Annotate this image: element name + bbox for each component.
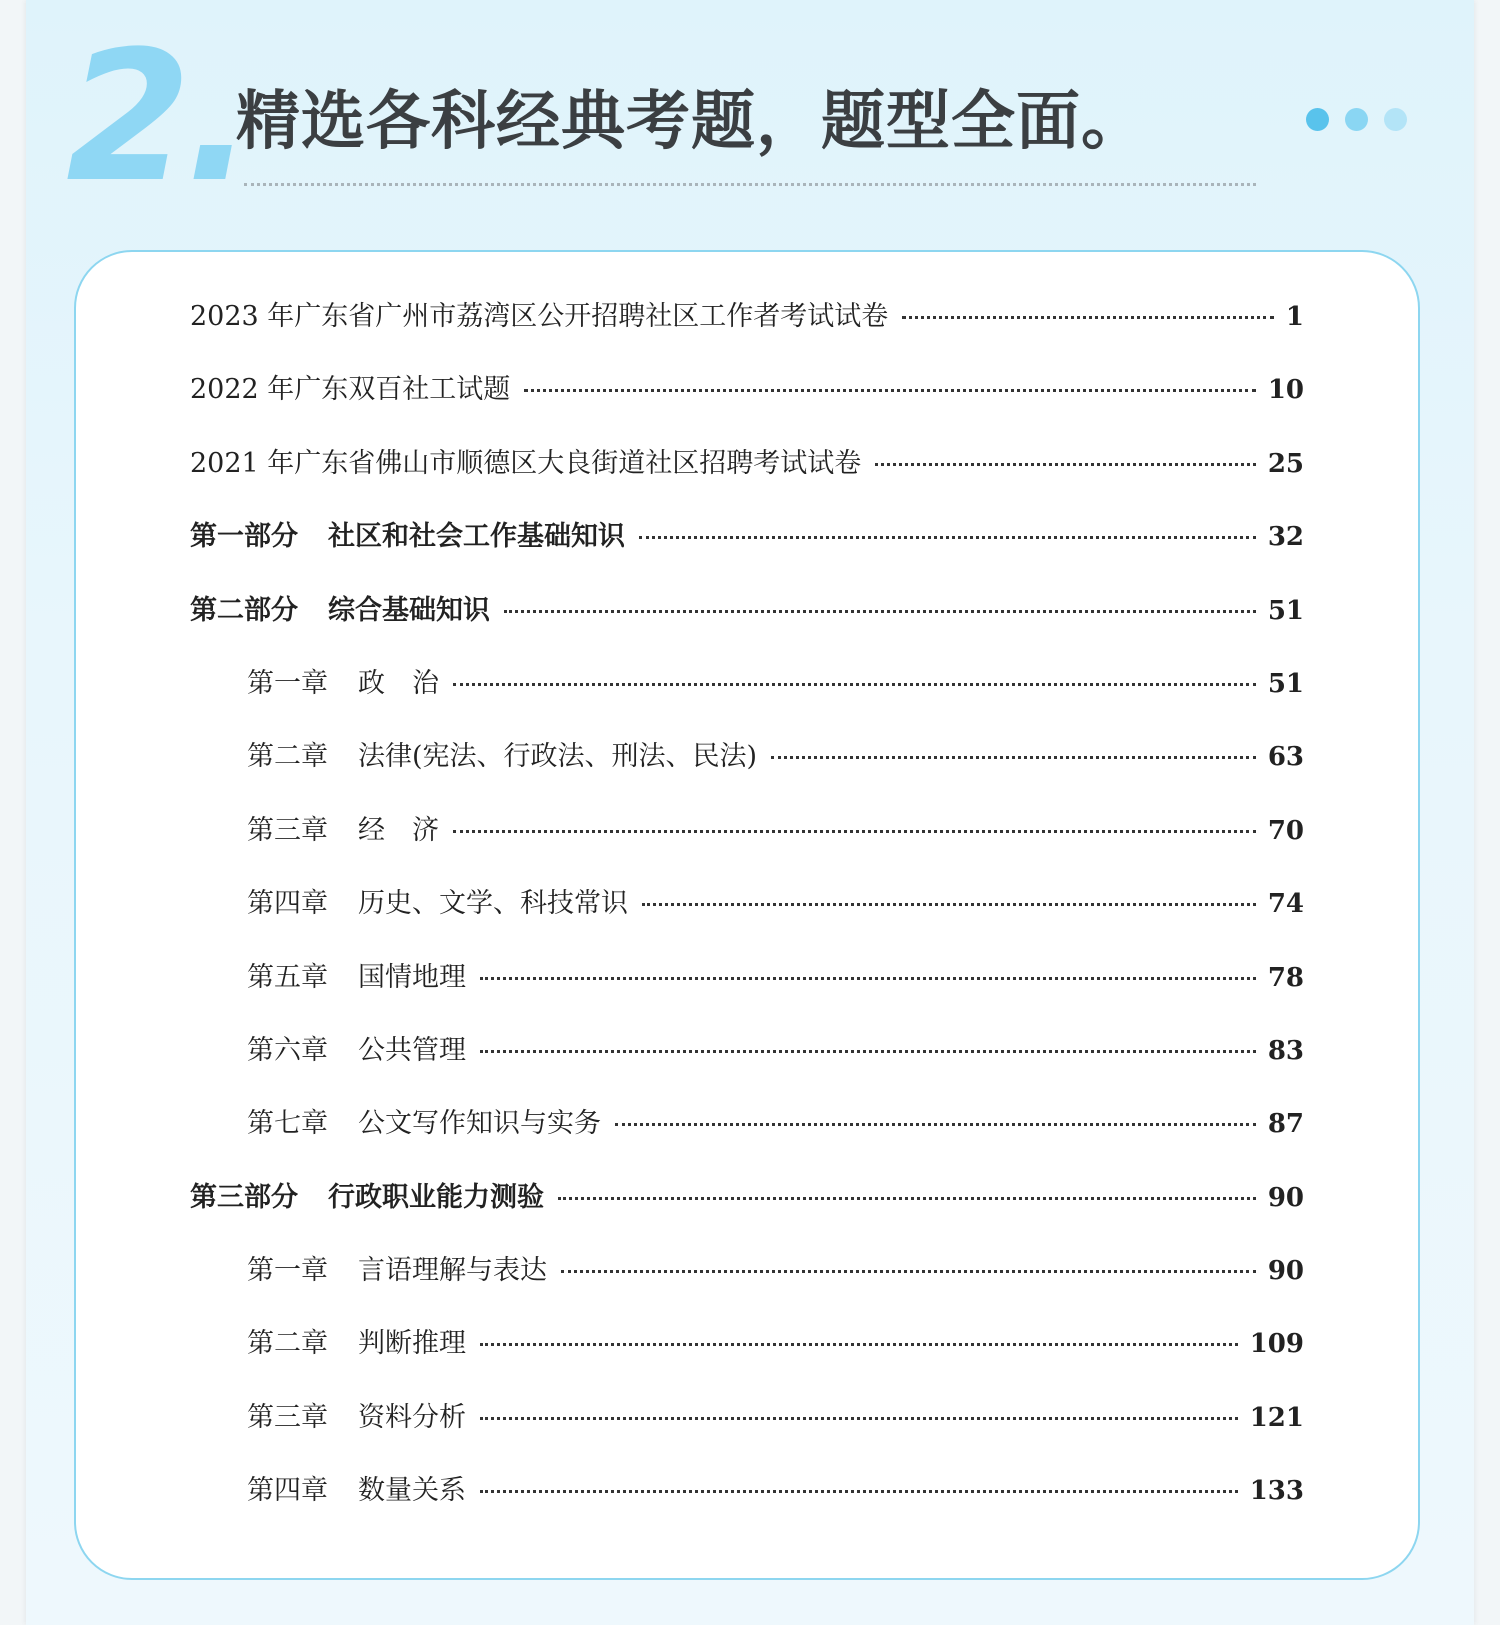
toc-entry-page: 109 bbox=[1249, 1329, 1304, 1360]
toc-chapter-heading bbox=[247, 808, 439, 847]
toc-part-title: 社区和社会工作基础知识 bbox=[328, 521, 625, 553]
toc-chapter-heading bbox=[247, 1248, 547, 1287]
toc-chapter bbox=[190, 734, 1304, 807]
toc-entry-page: 1 bbox=[1285, 302, 1304, 332]
dot-leader bbox=[504, 610, 1256, 613]
toc-chapter-title: 政 治 bbox=[358, 667, 439, 699]
toc-chapter-number: 第三章 bbox=[247, 814, 328, 846]
toc-chapter-number: 第五章 bbox=[247, 961, 328, 993]
toc-chapter bbox=[190, 1321, 1304, 1394]
toc-entry-page: 70 bbox=[1267, 815, 1304, 846]
dot-leader bbox=[480, 1050, 1256, 1053]
toc-entry-page: 90 bbox=[1267, 1256, 1304, 1287]
toc-entry-page: 51 bbox=[1267, 595, 1304, 626]
toc-chapter bbox=[190, 808, 1304, 881]
toc-entry bbox=[190, 441, 1304, 514]
toc-chapter-number: 第四章 bbox=[247, 1475, 328, 1507]
toc-entry-page: 32 bbox=[1267, 522, 1304, 553]
toc-entry-label: 2022 年广东双百社工试题 bbox=[190, 374, 511, 406]
toc-chapter-heading bbox=[247, 1028, 466, 1067]
toc-chapter-number: 第六章 bbox=[247, 1034, 328, 1066]
toc-chapter bbox=[190, 1395, 1304, 1468]
toc-chapter-heading bbox=[247, 1321, 466, 1360]
dot-leader bbox=[480, 1343, 1238, 1346]
table-of-contents bbox=[190, 294, 1304, 1542]
toc-entry-page: 133 bbox=[1249, 1476, 1304, 1507]
toc-chapter-heading bbox=[247, 881, 628, 920]
page-title: 精选各科经典考题，题型全面。 bbox=[236, 85, 1146, 159]
toc-entry-page: 78 bbox=[1267, 962, 1304, 993]
toc-part-heading bbox=[190, 1175, 544, 1214]
toc-chapter bbox=[190, 881, 1304, 954]
toc-chapter-title: 公共管理 bbox=[358, 1034, 466, 1066]
dot-icon bbox=[1384, 108, 1407, 131]
toc-entry-page: 83 bbox=[1267, 1035, 1304, 1066]
toc-entry-page: 121 bbox=[1249, 1402, 1304, 1433]
toc-part-heading bbox=[190, 588, 490, 627]
toc-entry-page: 90 bbox=[1267, 1182, 1304, 1213]
dot-leader bbox=[639, 536, 1256, 539]
toc-chapter-heading bbox=[247, 734, 757, 773]
dot-leader bbox=[875, 463, 1256, 466]
toc-chapter-title: 公文写作知识与实务 bbox=[358, 1108, 601, 1140]
toc-part-title: 综合基础知识 bbox=[328, 594, 490, 626]
toc-entry-page: 74 bbox=[1267, 889, 1304, 920]
toc-chapter bbox=[190, 1468, 1304, 1541]
toc-chapter-heading bbox=[247, 955, 466, 994]
toc-chapter bbox=[190, 661, 1304, 734]
toc-part-title: 行政职业能力测验 bbox=[328, 1181, 544, 1213]
toc-chapter bbox=[190, 1028, 1304, 1101]
toc-entry-page: 25 bbox=[1267, 448, 1304, 479]
toc-part bbox=[190, 514, 1304, 587]
toc-entry-page: 87 bbox=[1267, 1109, 1304, 1140]
dot-leader bbox=[524, 389, 1256, 392]
toc-part bbox=[190, 588, 1304, 661]
toc-chapter bbox=[190, 955, 1304, 1028]
toc-entry-page: 10 bbox=[1267, 375, 1304, 406]
section-number: 2. bbox=[66, 13, 248, 222]
toc-part-heading bbox=[190, 514, 625, 553]
dot-leader bbox=[558, 1197, 1256, 1200]
toc-chapter-title: 言语理解与表达 bbox=[358, 1255, 547, 1287]
dot-icon bbox=[1306, 108, 1329, 131]
toc-chapter-heading bbox=[247, 1395, 466, 1434]
toc-entry-page: 51 bbox=[1267, 668, 1304, 699]
dot-leader bbox=[453, 830, 1256, 833]
toc-entry bbox=[190, 367, 1304, 440]
dot-leader bbox=[902, 316, 1274, 319]
toc-chapter-title: 判断推理 bbox=[358, 1328, 466, 1360]
toc-chapter-title: 资料分析 bbox=[358, 1401, 466, 1433]
toc-entry-label: 2021 年广东省佛山市顺德区大良街道社区招聘考试试卷 bbox=[190, 447, 862, 479]
toc-chapter-number: 第四章 bbox=[247, 888, 328, 920]
toc-entry bbox=[190, 294, 1304, 367]
toc-part-number: 第二部分 bbox=[190, 594, 298, 626]
toc-chapter-heading bbox=[247, 1468, 466, 1507]
dot-leader bbox=[561, 1270, 1256, 1273]
title-divider bbox=[244, 183, 1256, 186]
toc-chapter-heading bbox=[247, 661, 439, 700]
toc-chapter-title: 历史、文学、科技常识 bbox=[358, 888, 628, 920]
toc-chapter-title: 国情地理 bbox=[358, 961, 466, 993]
dot-leader bbox=[642, 903, 1256, 906]
decorative-dots bbox=[1306, 108, 1407, 131]
dot-leader bbox=[453, 683, 1256, 686]
toc-part-number: 第一部分 bbox=[190, 521, 298, 553]
toc-chapter-title: 法律(宪法、行政法、刑法、民法) bbox=[358, 741, 758, 773]
toc-chapter-number: 第三章 bbox=[247, 1401, 328, 1433]
toc-chapter-number: 第一章 bbox=[247, 667, 328, 699]
toc-entry-label: 2023 年广东省广州市荔湾区公开招聘社区工作者考试试卷 bbox=[190, 301, 889, 332]
dot-leader bbox=[480, 977, 1256, 980]
toc-card bbox=[74, 250, 1420, 1580]
dot-icon bbox=[1345, 108, 1368, 131]
toc-chapter-number: 第七章 bbox=[247, 1108, 328, 1140]
toc-chapter bbox=[190, 1248, 1304, 1321]
page bbox=[26, 0, 1474, 1625]
toc-chapter-heading bbox=[247, 1101, 601, 1140]
toc-chapter bbox=[190, 1101, 1304, 1174]
toc-chapter-number: 第二章 bbox=[247, 741, 328, 773]
dot-leader bbox=[771, 756, 1256, 759]
toc-chapter-title: 数量关系 bbox=[358, 1475, 466, 1507]
toc-chapter-title: 经 济 bbox=[358, 814, 439, 846]
dot-leader bbox=[480, 1490, 1238, 1493]
toc-part-number: 第三部分 bbox=[190, 1181, 298, 1213]
toc-chapter-number: 第一章 bbox=[247, 1255, 328, 1287]
toc-entry-page: 63 bbox=[1267, 742, 1304, 773]
toc-chapter-number: 第二章 bbox=[247, 1328, 328, 1360]
dot-leader bbox=[480, 1417, 1238, 1420]
dot-leader bbox=[615, 1123, 1256, 1126]
toc-part bbox=[190, 1175, 1304, 1248]
